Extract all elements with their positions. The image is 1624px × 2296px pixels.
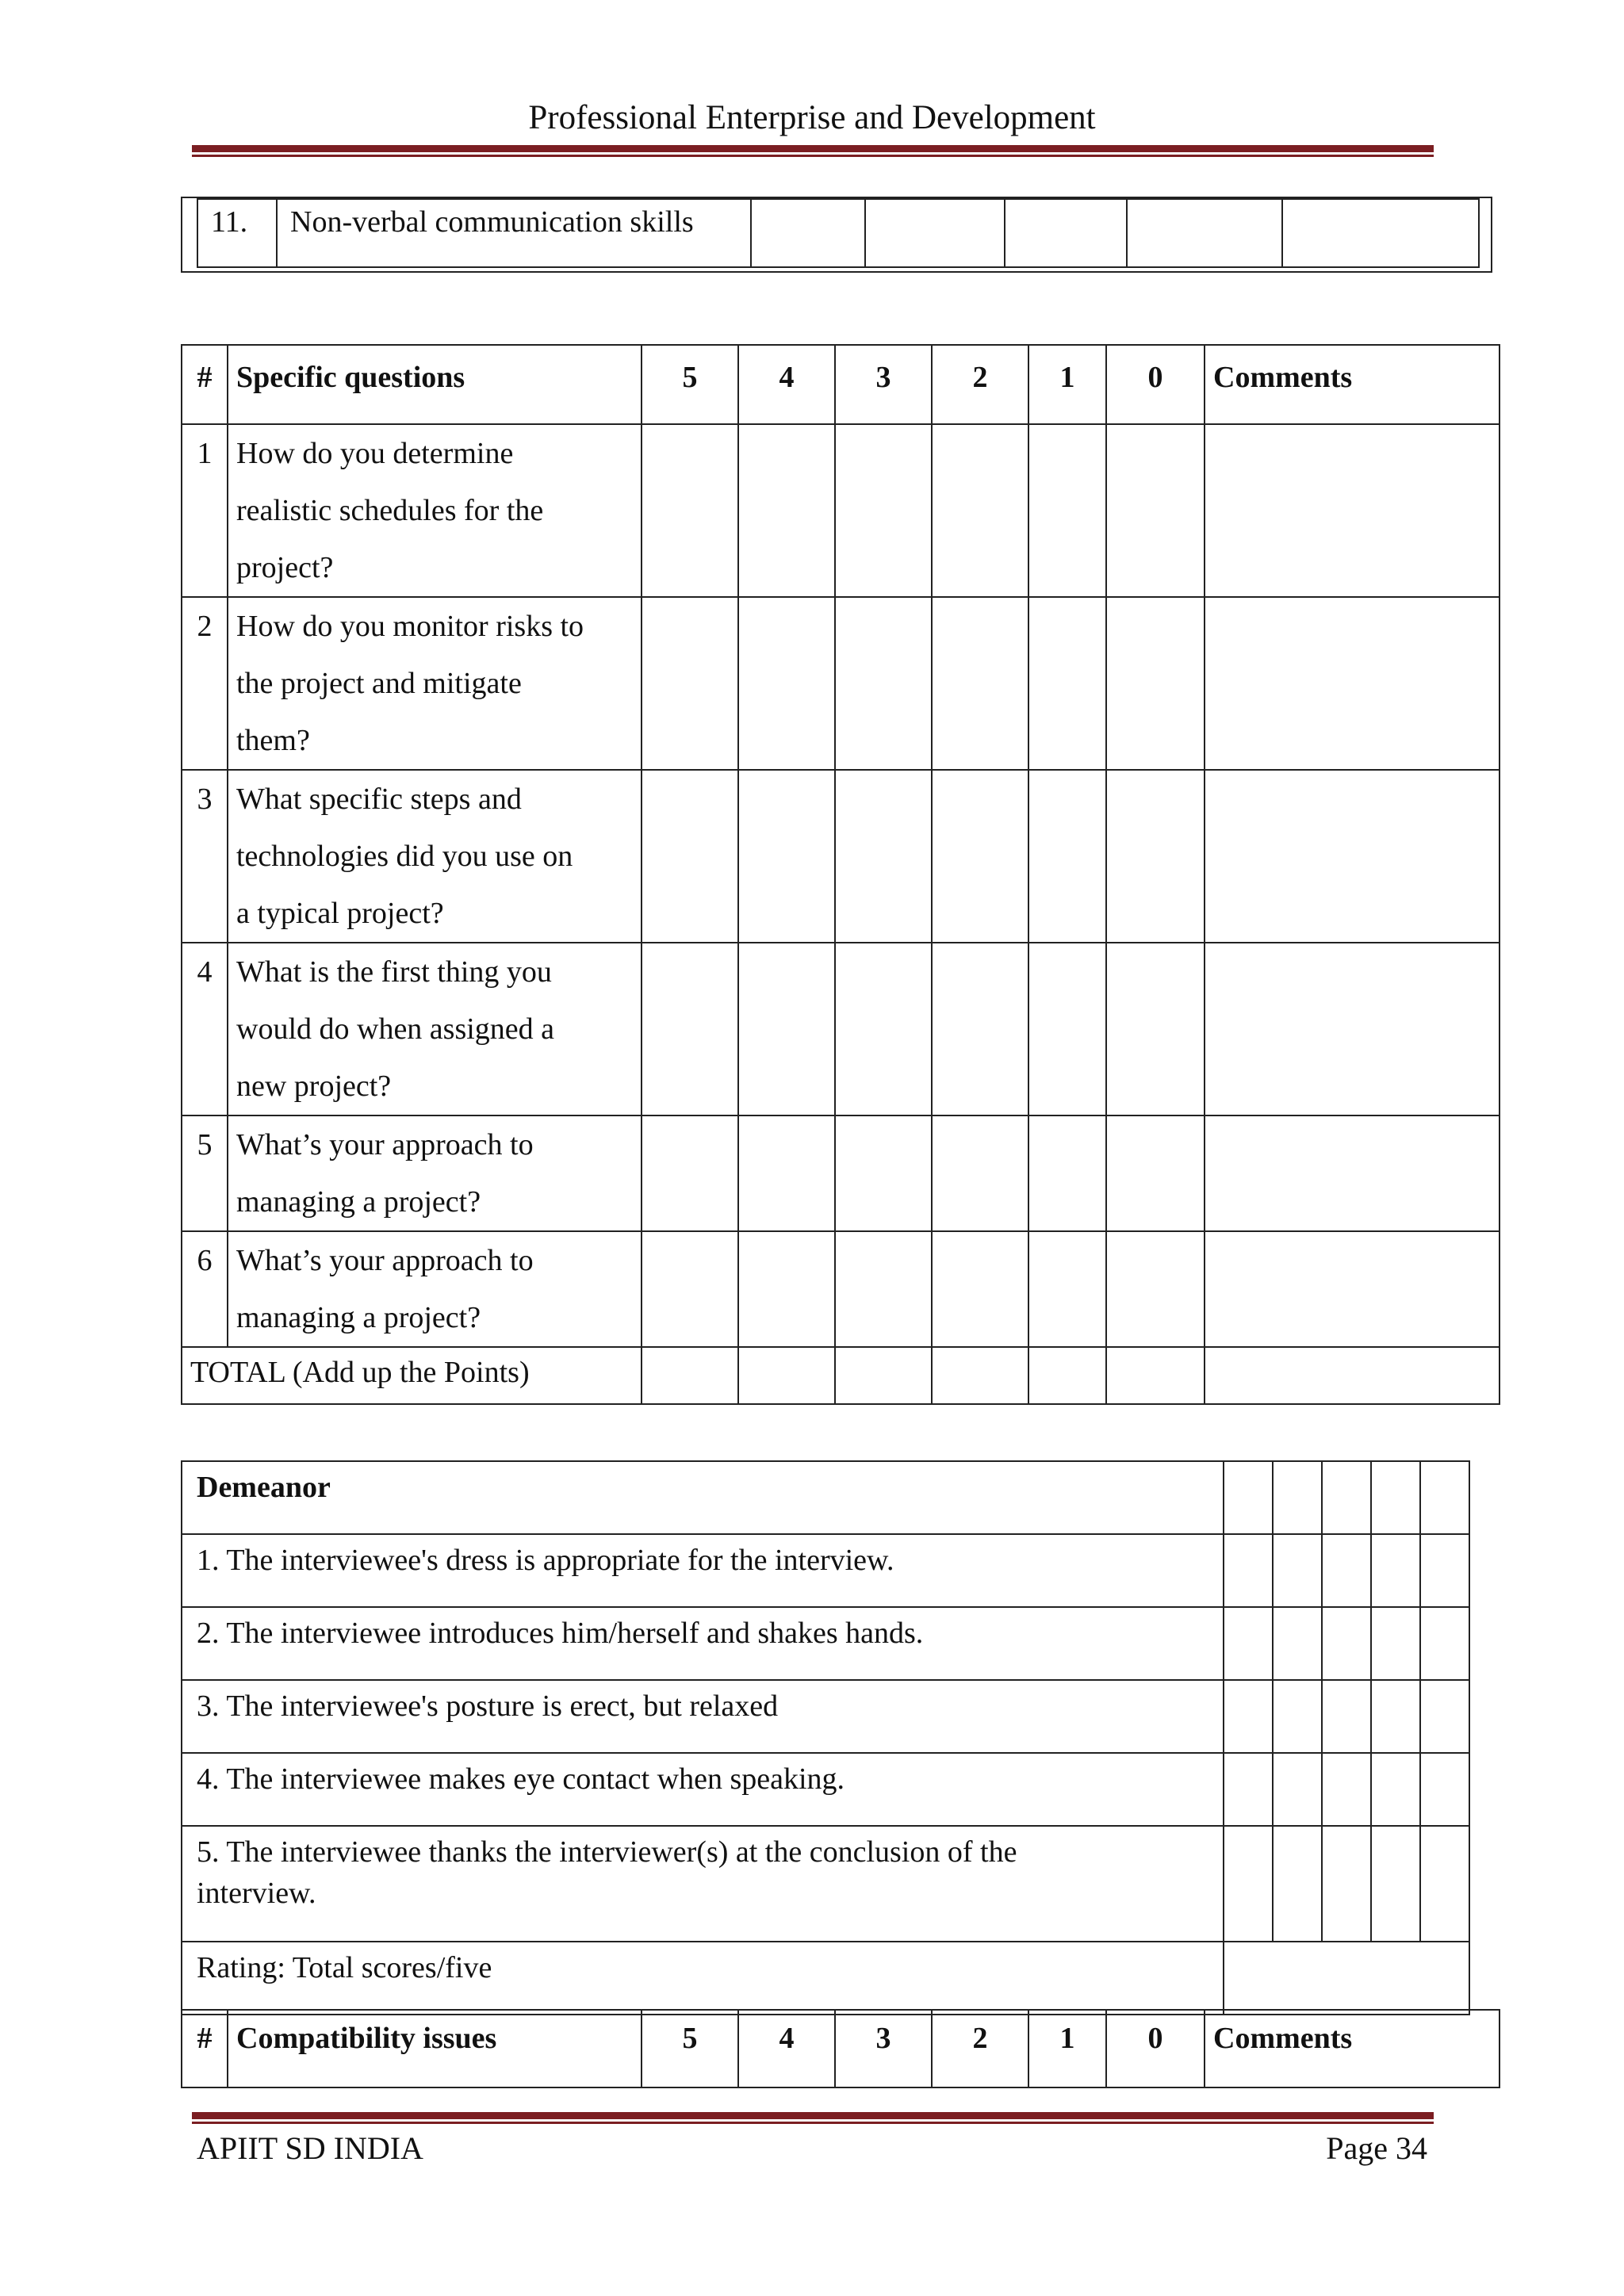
- rating-row: [182, 1942, 1469, 2015]
- score-cell[interactable]: [1273, 1607, 1322, 1680]
- score-cell[interactable]: [1273, 1461, 1322, 1534]
- header-score-2: 2: [932, 2010, 1028, 2087]
- score-cell[interactable]: [1224, 1753, 1273, 1826]
- question-line: What’s your approach to: [236, 1128, 534, 1161]
- demeanor-item: 4. The interviewee makes eye contact when speaking.: [182, 1753, 1224, 1826]
- question-line: project?: [236, 551, 334, 584]
- score-cell[interactable]: [1028, 424, 1106, 597]
- table-row: [182, 1607, 1469, 1680]
- score-cell[interactable]: [1028, 1347, 1106, 1404]
- question-number: 3: [182, 770, 228, 943]
- question-line: realistic schedules for the: [236, 494, 544, 527]
- score-cell[interactable]: [1322, 1753, 1371, 1826]
- score-cell[interactable]: [1322, 1534, 1371, 1607]
- table-row: [182, 1680, 1469, 1753]
- question-number: 5: [182, 1115, 228, 1231]
- question-text: [228, 943, 642, 1115]
- score-cell[interactable]: [1224, 1680, 1273, 1753]
- score-cell[interactable]: [1224, 1607, 1273, 1680]
- specific-questions-table: [181, 344, 1500, 1405]
- score-cell[interactable]: [1005, 199, 1127, 267]
- score-cell[interactable]: [865, 199, 1005, 267]
- question-text: [228, 1115, 642, 1231]
- question-line: new project?: [236, 1070, 392, 1103]
- score-cell[interactable]: [1273, 1753, 1322, 1826]
- question-line: managing a project?: [236, 1301, 481, 1334]
- header-score-3: 3: [835, 345, 932, 424]
- score-cell[interactable]: [1371, 1607, 1420, 1680]
- question-number: 2: [182, 597, 228, 770]
- score-cell[interactable]: [835, 1347, 932, 1404]
- score-cell[interactable]: [1106, 770, 1205, 943]
- score-cell[interactable]: [1371, 1826, 1420, 1942]
- header-title: Specific questions: [228, 345, 642, 424]
- header-score-1: 1: [1028, 2010, 1106, 2087]
- score-cell[interactable]: [1371, 1461, 1420, 1534]
- header-rule: [192, 145, 1434, 157]
- score-cell[interactable]: [1420, 1607, 1469, 1680]
- score-cell[interactable]: [932, 1347, 1028, 1404]
- table-row: [182, 597, 1500, 770]
- score-cell[interactable]: [738, 424, 835, 597]
- score-cell[interactable]: [1322, 1607, 1371, 1680]
- score-cell[interactable]: [1273, 1826, 1322, 1942]
- score-cell[interactable]: [642, 1231, 738, 1347]
- demeanor-item: 2. The interviewee introduces him/herself and shakes hands.: [182, 1607, 1224, 1680]
- score-cell[interactable]: [835, 943, 932, 1115]
- question-text: [228, 1231, 642, 1347]
- score-cell[interactable]: [835, 1231, 932, 1347]
- footer-rule: [192, 2112, 1434, 2124]
- comments-cell[interactable]: [1205, 1115, 1500, 1231]
- score-cell[interactable]: [1420, 1753, 1469, 1826]
- question-number: 6: [182, 1231, 228, 1347]
- table-header-row: [182, 1461, 1469, 1534]
- score-cell[interactable]: [1106, 1115, 1205, 1231]
- question-line: What is the first thing you: [236, 955, 552, 989]
- score-cell[interactable]: [738, 1231, 835, 1347]
- comments-cell[interactable]: [1205, 1347, 1500, 1404]
- table-row: [182, 1826, 1469, 1942]
- question-number: 1: [182, 424, 228, 597]
- score-cell[interactable]: [932, 1115, 1028, 1231]
- question-line: technologies did you use on: [236, 840, 573, 873]
- demeanor-title: Demeanor: [182, 1461, 1224, 1534]
- score-cell[interactable]: [835, 597, 932, 770]
- table-header-row: [182, 345, 1500, 424]
- score-cell[interactable]: [1028, 1231, 1106, 1347]
- question-text: [228, 424, 642, 597]
- score-cell[interactable]: [1106, 1347, 1205, 1404]
- table-row: [182, 1231, 1500, 1347]
- score-cell[interactable]: [1420, 1461, 1469, 1534]
- score-cell[interactable]: [1371, 1753, 1420, 1826]
- header-score-3: 3: [835, 2010, 932, 2087]
- page-header-title: Professional Enterprise and Development: [528, 99, 1096, 136]
- score-cell[interactable]: [932, 1231, 1028, 1347]
- comments-cell[interactable]: [1205, 424, 1500, 597]
- score-cell[interactable]: [642, 770, 738, 943]
- score-cell[interactable]: [1106, 943, 1205, 1115]
- score-cell[interactable]: [642, 424, 738, 597]
- score-cell[interactable]: [738, 597, 835, 770]
- question-line: a typical project?: [236, 897, 444, 930]
- score-cell[interactable]: [1273, 1534, 1322, 1607]
- row-number: 11.: [197, 199, 277, 267]
- score-cell[interactable]: [1224, 1534, 1273, 1607]
- score-cell[interactable]: [642, 597, 738, 770]
- header-hash: #: [182, 2010, 228, 2087]
- fragment-table-frame: [181, 197, 1492, 273]
- score-cell[interactable]: [738, 1115, 835, 1231]
- rating-label: Rating: Total scores/five: [182, 1942, 1224, 2015]
- total-label: TOTAL (Add up the Points): [182, 1347, 642, 1404]
- score-cell[interactable]: [642, 1347, 738, 1404]
- score-cell[interactable]: [1106, 1231, 1205, 1347]
- comments-cell[interactable]: [1205, 770, 1500, 943]
- comments-cell[interactable]: [1205, 1231, 1500, 1347]
- score-cell[interactable]: [1028, 943, 1106, 1115]
- question-number: 4: [182, 943, 228, 1115]
- score-cell[interactable]: [1273, 1680, 1322, 1753]
- question-line: the project and mitigate: [236, 667, 522, 700]
- header-title: Compatibility issues: [228, 2010, 642, 2087]
- table-row: [182, 424, 1500, 597]
- row-label: Non-verbal communication skills: [277, 199, 751, 267]
- score-cell[interactable]: [835, 770, 932, 943]
- table-row: [182, 770, 1500, 943]
- question-line: How do you determine: [236, 437, 514, 470]
- demeanor-item-line: 5. The interviewee thanks the interviewer(s) at the conclusion of the: [197, 1835, 1017, 1869]
- page-number: Page 34: [1326, 2130, 1427, 2166]
- score-cell[interactable]: [932, 943, 1028, 1115]
- footer-organization: APIIT SD INDIA: [197, 2130, 423, 2166]
- question-text: [228, 770, 642, 943]
- score-cell[interactable]: [1322, 1680, 1371, 1753]
- score-cell[interactable]: [642, 1115, 738, 1231]
- header-hash: #: [182, 345, 228, 424]
- question-line: would do when assigned a: [236, 1012, 555, 1046]
- demeanor-item: 1. The interviewee's dress is appropriate for the interview.: [182, 1534, 1224, 1607]
- score-cell[interactable]: [1127, 199, 1282, 267]
- question-line: How do you monitor risks to: [236, 610, 584, 643]
- header-score-1: 1: [1028, 345, 1106, 424]
- table-header-row: [182, 2010, 1500, 2087]
- score-cell[interactable]: [1282, 199, 1479, 267]
- header-score-0: 0: [1106, 2010, 1205, 2087]
- table-row: [182, 943, 1500, 1115]
- score-cell[interactable]: [1371, 1680, 1420, 1753]
- rating-cell[interactable]: [1224, 1942, 1469, 2015]
- header-comments: Comments: [1205, 345, 1500, 424]
- score-cell[interactable]: [1106, 424, 1205, 597]
- score-cell[interactable]: [835, 424, 932, 597]
- demeanor-table: [181, 1460, 1470, 2015]
- compatibility-table: [181, 2009, 1500, 2088]
- fragment-table: [197, 198, 1480, 268]
- score-cell[interactable]: [1420, 1826, 1469, 1942]
- question-line: them?: [236, 724, 310, 757]
- total-row: [182, 1347, 1500, 1404]
- score-cell[interactable]: [642, 943, 738, 1115]
- table-row: [182, 1753, 1469, 1826]
- table-row: [182, 1534, 1469, 1607]
- score-cell[interactable]: [932, 424, 1028, 597]
- header-score-4: 4: [738, 2010, 835, 2087]
- demeanor-item-line: interview.: [197, 1877, 316, 1910]
- score-cell[interactable]: [1028, 770, 1106, 943]
- demeanor-item: [182, 1826, 1224, 1942]
- score-cell[interactable]: [738, 770, 835, 943]
- header-score-2: 2: [932, 345, 1028, 424]
- table-row: [197, 199, 1479, 267]
- comments-cell[interactable]: [1205, 943, 1500, 1115]
- header-score-4: 4: [738, 345, 835, 424]
- question-line: What’s your approach to: [236, 1244, 534, 1277]
- score-cell[interactable]: [932, 770, 1028, 943]
- question-line: managing a project?: [236, 1185, 481, 1219]
- header-score-5: 5: [642, 2010, 738, 2087]
- score-cell[interactable]: [738, 1347, 835, 1404]
- score-cell[interactable]: [751, 199, 865, 267]
- score-cell[interactable]: [1322, 1461, 1371, 1534]
- score-cell[interactable]: [932, 597, 1028, 770]
- table-row: [182, 1115, 1500, 1231]
- score-cell[interactable]: [1420, 1680, 1469, 1753]
- comments-cell[interactable]: [1205, 597, 1500, 770]
- score-cell[interactable]: [1224, 1826, 1273, 1942]
- score-cell[interactable]: [738, 943, 835, 1115]
- header-score-5: 5: [642, 345, 738, 424]
- question-text: [228, 597, 642, 770]
- score-cell[interactable]: [1028, 1115, 1106, 1231]
- score-cell[interactable]: [1028, 597, 1106, 770]
- score-cell[interactable]: [1224, 1461, 1273, 1534]
- header-score-0: 0: [1106, 345, 1205, 424]
- score-cell[interactable]: [1106, 597, 1205, 770]
- score-cell[interactable]: [1420, 1534, 1469, 1607]
- score-cell[interactable]: [835, 1115, 932, 1231]
- header-comments: Comments: [1205, 2010, 1500, 2087]
- score-cell[interactable]: [1371, 1534, 1420, 1607]
- score-cell[interactable]: [1322, 1826, 1371, 1942]
- demeanor-item: 3. The interviewee's posture is erect, but relaxed: [182, 1680, 1224, 1753]
- question-line: What specific steps and: [236, 783, 522, 816]
